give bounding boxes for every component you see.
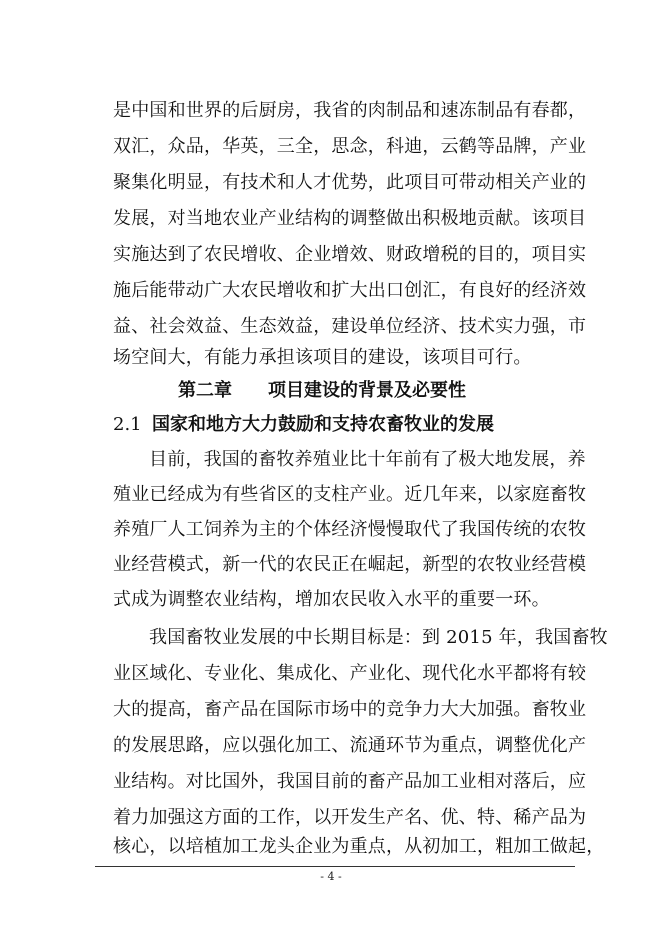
paragraph-3-line: 着力加强这方面的工作，以开发生产名、优、特、稀产品为 <box>113 807 587 828</box>
paragraph-1-line: 益、社会效益、生态效益，建设单位经济、技术实力强，市 <box>113 316 587 337</box>
paragraph-1-line: 施后能带动广大农民增收和扩大出口创汇，有良好的经济效 <box>113 280 587 301</box>
paragraph-2-line: 养殖厂人工饲养为主的个体经济慢慢取代了我国传统的农牧 <box>113 519 587 540</box>
paragraph-2-line: 目前，我国的畜牧养殖业比十年前有了极大地发展，养 <box>149 449 586 470</box>
paragraph-1-line: 是中国和世界的后厨房，我省的肉制品和速冻制品有春都， <box>113 100 587 121</box>
paragraph-2-line: 式成为调整农业结构，增加农民收入水平的重要一环。 <box>113 589 550 610</box>
paragraph-1-line: 实施达到了农民增收、企业增效、财政增税的目的，项目实 <box>113 244 587 265</box>
section-number: 2.1 <box>113 414 142 435</box>
paragraph-3-line: 大的提高，畜产品在国际市场中的竞争力大大加强。畜牧业 <box>113 699 587 720</box>
paragraph-1-line: 发展，对当地农业产业结构的调整做出积极地贡献。该项目 <box>113 208 587 229</box>
paragraph-3-line: 业区域化、专业化、集成化、产业化、现代化水平都将有较 <box>113 663 587 684</box>
paragraph-2-line: 业经营模式，新一代的农民正在崛起，新型的农牧业经营模 <box>113 554 587 575</box>
paragraph-1-line: 双汇，众品，华英，三全，思念，科迪，云鹤等品牌，产业 <box>113 136 587 157</box>
page-number: - 4 - <box>320 870 342 883</box>
paragraph-1-line: 场空间大，有能力承担该项目的建设，该项目可行。 <box>113 347 532 368</box>
section-title: 国家和地方大力鼓励和支持农畜牧业的发展 <box>152 414 494 435</box>
paragraph-3-line: 的发展思路，应以强化加工、流通环节为重点，调整优化产 <box>113 735 587 756</box>
paragraph-3-line: 我国畜牧业发展的中长期目标是：到 2015 年，我国畜牧 <box>149 627 608 648</box>
chapter-number: 第二章 <box>178 380 232 401</box>
footer-divider <box>95 866 575 867</box>
paragraph-3-line: 核心，以培植加工龙头企业为重点，从初加工，粗加工做起， <box>113 836 605 857</box>
chapter-title: 项目建设的背景及必要性 <box>268 380 466 401</box>
paragraph-1-line: 聚集化明显，有技术和人才优势，此项目可带动相关产业的 <box>113 172 587 193</box>
paragraph-3-line: 业结构。对比国外，我国目前的畜产品加工业相对落后，应 <box>113 771 587 792</box>
paragraph-2-line: 殖业已经成为有些省区的支柱产业。近几年来，以家庭畜牧 <box>113 484 587 505</box>
